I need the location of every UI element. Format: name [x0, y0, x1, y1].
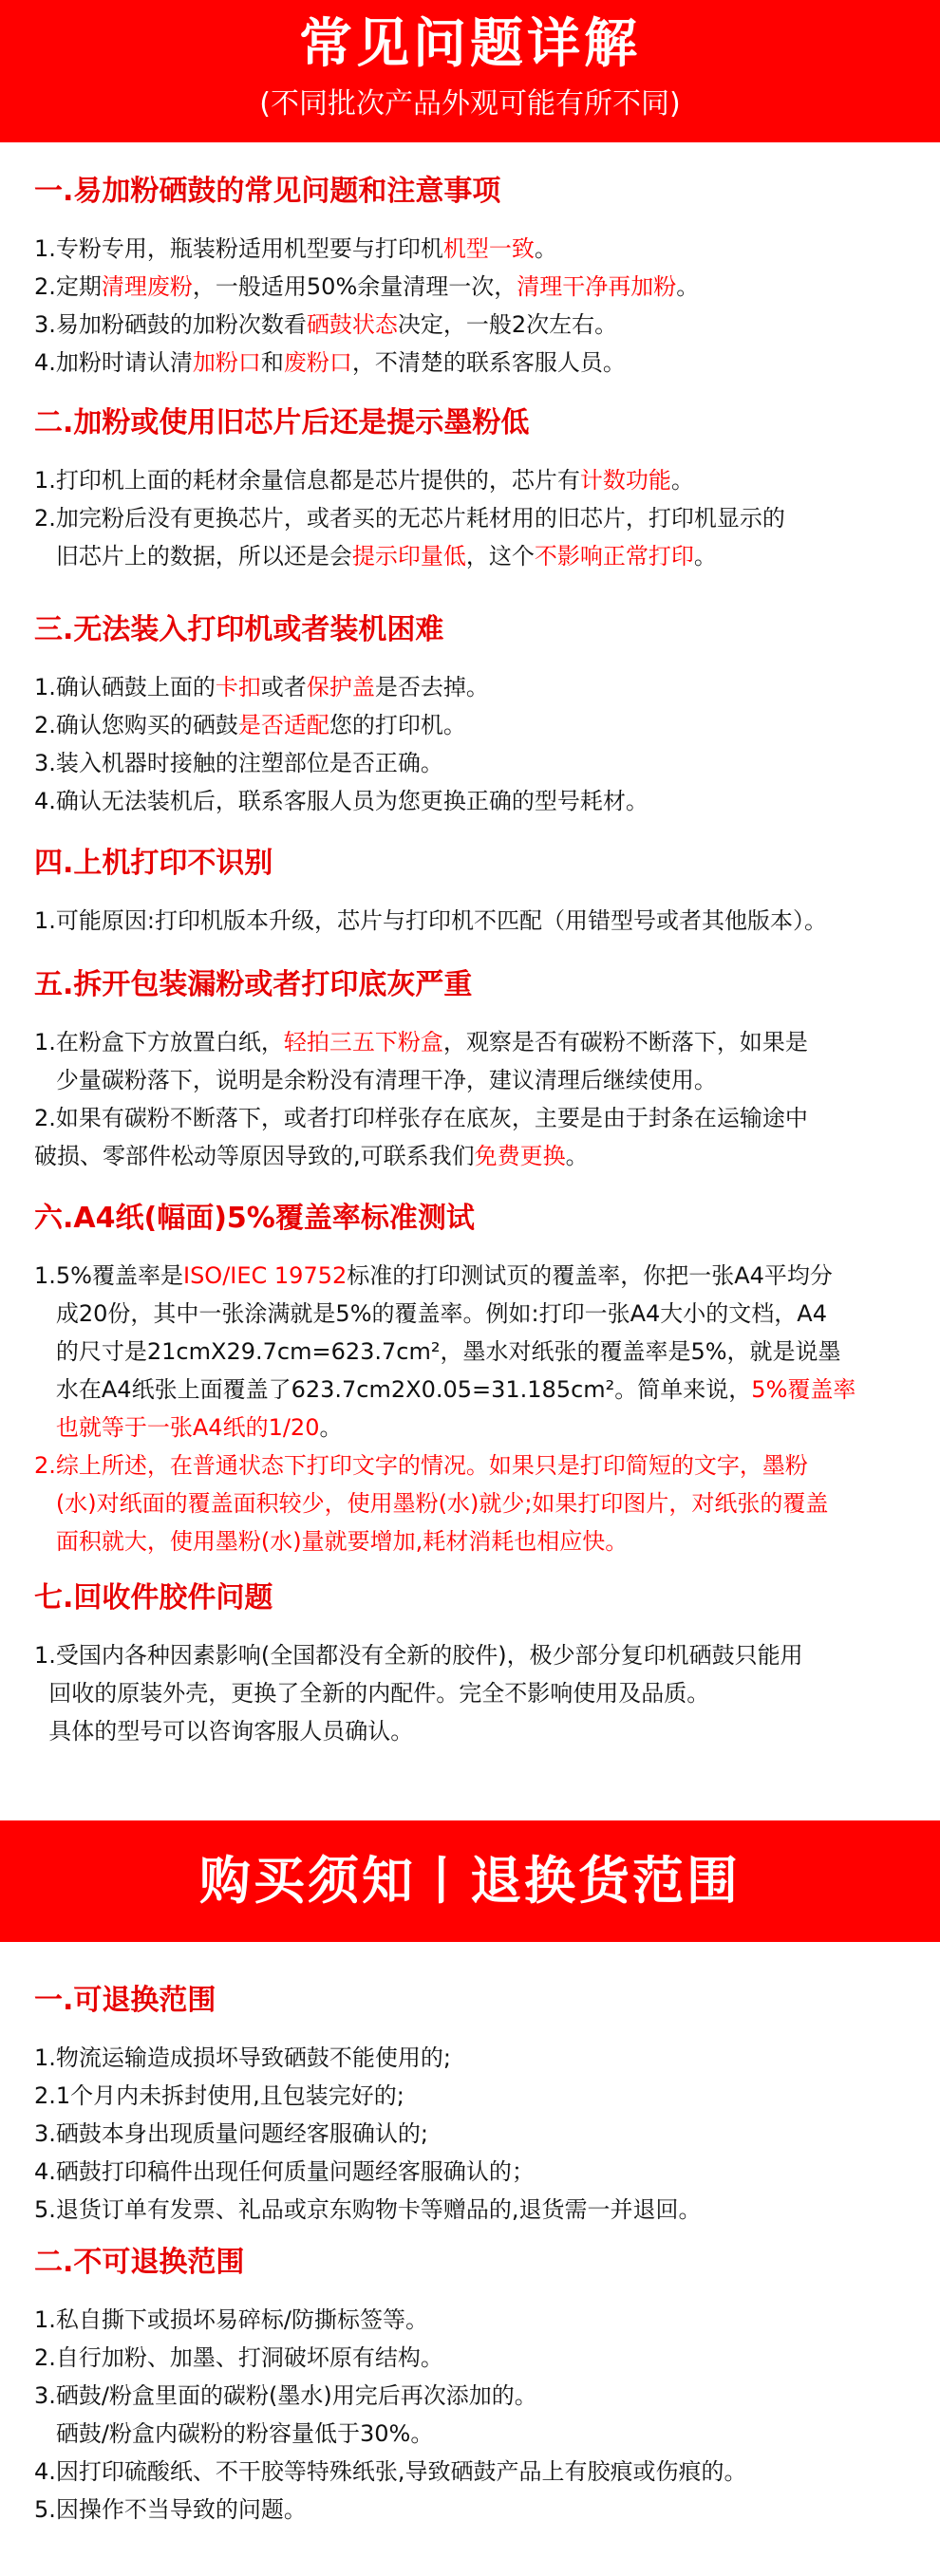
item-text: 1.打印机上面的耗材余量信息都是芯片提供的，芯片有 [34, 467, 580, 494]
list-item [34, 230, 927, 268]
section-heading: 二.加粉或使用旧芯片后还是提示墨粉低 [34, 406, 530, 439]
item-text: 1.私自撕下或损坏易碎标/防撕标签等。 [34, 2306, 428, 2333]
purchase-banner [0, 1820, 940, 1942]
list-item [34, 2339, 927, 2377]
item-text: 2.确认您购买的硒鼓 [34, 712, 238, 738]
item-text: 5.因操作不当导致的问题。 [34, 2496, 307, 2523]
item-text: 5.退货订单有发票、礼品或京东购物卡等赠品的,退货需一并退回。 [34, 2196, 702, 2223]
highlight-text: 硒鼓状态 [306, 311, 398, 338]
item-text: ，一般适用50%余量清理一次， [192, 273, 517, 300]
item-text: 。 [534, 235, 557, 262]
list-item [34, 2453, 927, 2491]
section-heading: 一.可退换范围 [34, 1984, 216, 2017]
highlight-text: 清理干净再加粉 [517, 273, 677, 300]
faq-section-5 [34, 966, 927, 1175]
item-text: 和 [260, 349, 284, 376]
item-text: 1.专粉专用，瓶装粉适用机型要与打印机 [34, 235, 443, 262]
list-item [34, 344, 927, 382]
faq-section-4 [34, 845, 927, 940]
item-list [34, 902, 927, 940]
list-item [34, 2153, 927, 2191]
item-list [34, 461, 927, 575]
highlight-text: 机型一致 [442, 235, 535, 262]
item-text: 或者 [260, 674, 307, 700]
highlight-text: 提示印量低 [351, 543, 466, 569]
highlight-text: 卡扣 [215, 674, 261, 700]
list-item [34, 2301, 927, 2339]
list-item [34, 1099, 927, 1175]
highlight-text: 废粉口 [283, 349, 352, 376]
list-item [34, 782, 927, 820]
item-text: 3.硒鼓/粉盒里面的碳粉(墨水)用完后再次添加的。 硒鼓/粉盒内碳粉的粉容量低于30%。 [34, 2382, 537, 2447]
item-text: 。 [565, 1143, 589, 1169]
list-item [34, 2039, 927, 2077]
list-item [34, 744, 927, 782]
item-text: 1.可能原因:打印机版本升级，芯片与打印机不匹配（用错型号或者其他版本）。 [34, 907, 827, 934]
page-subtitle: (不同批次产品外观可能有所不同) [259, 87, 681, 121]
highlight-text: 是否适配 [237, 712, 329, 738]
highlight-text: 轻拍三五下粉盒 [283, 1029, 443, 1055]
list-item [34, 1447, 927, 1560]
item-text: 1.5%覆盖率是 [34, 1262, 183, 1289]
item-text: ，这个 [465, 543, 535, 569]
list-item [34, 668, 927, 706]
list-item [34, 2377, 927, 2453]
item-list [34, 1257, 927, 1560]
list-item [34, 2115, 927, 2153]
faq-section-3 [34, 611, 927, 820]
item-text: 1.确认硒鼓上面的 [34, 674, 216, 700]
section-heading: 五.拆开包装漏粉或者打印底灰严重 [34, 968, 473, 1001]
item-text: 。 [670, 467, 694, 494]
section-heading: 四.上机打印不识别 [34, 847, 273, 880]
item-text: 1.在粉盒下方放置白纸， [34, 1029, 284, 1055]
list-item [34, 2077, 927, 2115]
item-text: 。 [693, 543, 717, 569]
item-text: 决定，一般2次左右。 [397, 311, 618, 338]
item-text: 3.装入机器时接触的注塑部位是否正确。 [34, 750, 443, 776]
list-item [34, 902, 927, 940]
faq-section-1 [34, 173, 927, 382]
item-text: 4.硒鼓打印稿件出现任何质量问题经客服确认的； [34, 2158, 535, 2185]
section-heading: 二.不可退换范围 [34, 2246, 245, 2279]
item-list [34, 668, 927, 820]
item-text: 2.加完粉后没有更换芯片，或者买的无芯片耗材用的旧芯片，打印机显示的 旧芯片上的数据，所以还是会 [34, 505, 785, 569]
list-item [34, 499, 927, 575]
item-text: 2.1个月内未拆封使用,且包装完好的; [34, 2082, 404, 2109]
section-heading: 三.无法装入打印机或者装机困难 [34, 613, 444, 646]
list-item [34, 1023, 927, 1099]
highlight-text: 计数功能 [579, 467, 671, 494]
item-text: 2.自行加粉、加墨、打洞破坏原有结构。 [34, 2344, 443, 2371]
highlight-text: 不影响正常打印 [534, 543, 694, 569]
purchase-title: 购买须知丨退换货范围 [199, 1851, 741, 1911]
item-list [34, 1636, 927, 1750]
section-heading: 七.回收件胶件问题 [34, 1581, 273, 1615]
faq-section-6 [34, 1200, 927, 1560]
highlight-text: 2.综上所述，在普通状态下打印文字的情况。如果只是打印简短的文字，墨粉 (水)对纸面的覆盖面积较少，使用墨粉(水)就少;如果打印图片，对纸张的覆盖 面积就大，使用墨粉(水)量就要增加,耗材消耗也相应快。 [34, 1452, 829, 1555]
item-text: 2.如果有碳粉不断落下，或者打印样张存在底灰，主要是由于封条在运输途中 破损、零部件松动等原因导致的,可联系我们 [34, 1105, 808, 1169]
returnable-section [34, 1982, 927, 2229]
item-text: 1.物流运输造成损坏导致硒鼓不能使用的; [34, 2044, 451, 2071]
item-list [34, 2039, 927, 2229]
highlight-text: 5%覆盖率 也就等于一张A4纸的1/20 [55, 1376, 856, 1441]
item-text: 是否去掉。 [374, 674, 489, 700]
item-text: ，观察是否有碳粉不断落下，如果是 少量碳粉落下，说明是余粉没有清理干净，建议清理后继续使用。 [55, 1029, 808, 1093]
list-item [34, 1636, 927, 1750]
item-text: 4.加粉时请认清 [34, 349, 193, 376]
item-text: ，不清楚的联系客服人员。 [351, 349, 626, 376]
highlight-text: ISO/IEC 19752 [182, 1262, 348, 1289]
item-text: 1.受国内各种因素影响(全国都没有全新的胶件)，极少部分复印机硒鼓只能用 回收的原装外壳，更换了全新的内配件。完全不影响使用及品质。 具体的型号可以咨询客服人员确认。 [34, 1642, 803, 1745]
list-item [34, 2191, 927, 2229]
list-item [34, 306, 927, 344]
item-text: 4.因打印硫酸纸、不干胶等特殊纸张,导致硒鼓产品上有胶痕或伤痕的。 [34, 2458, 747, 2485]
highlight-text: 加粉口 [192, 349, 261, 376]
highlight-text: 清理废粉 [101, 273, 193, 300]
item-list [34, 2301, 927, 2529]
list-item [34, 1257, 927, 1447]
list-item [34, 461, 927, 499]
item-text: 2.定期 [34, 273, 102, 300]
item-list [34, 1023, 927, 1175]
item-text: 3.硒鼓本身出现质量问题经客服确认的; [34, 2120, 428, 2147]
item-text: 4.确认无法装机后，联系客服人员为您更换正确的型号耗材。 [34, 788, 649, 814]
section-heading: 一.易加粉硒鼓的常见问题和注意事项 [34, 175, 501, 208]
faq-section-2 [34, 404, 927, 575]
item-text: 。 [676, 273, 700, 300]
section-heading: 六.A4纸(幅面)5%覆盖率标准测试 [34, 1202, 475, 1235]
non-returnable-section [34, 2244, 927, 2529]
item-text: 3.易加粉硒鼓的加粉次数看 [34, 311, 307, 338]
list-item [34, 268, 927, 306]
highlight-text: 保护盖 [306, 674, 375, 700]
list-item [34, 706, 927, 744]
faq-section-7 [34, 1579, 927, 1750]
item-text: 。 [319, 1414, 343, 1441]
item-text: 您的打印机。 [329, 712, 466, 738]
list-item [34, 2491, 927, 2529]
faq-banner [0, 0, 940, 142]
highlight-text: 免费更换 [474, 1143, 566, 1169]
item-list [34, 230, 927, 382]
item-text: 标准的打印测试页的覆盖率，你把一张A4平均分 成20份，其中一张涂满就是5%的覆盖率。例如:打印一张A4大小的文档，A4 的尺寸是21cmX29.7cm=623.7cm²，墨水对纸张的覆盖率是5%，就是说墨 水在A4纸张上面覆盖了623.7cm2X0.05=31.185cm²。简单来说， [55, 1262, 841, 1403]
page-title: 常见问题详解 [299, 13, 641, 75]
